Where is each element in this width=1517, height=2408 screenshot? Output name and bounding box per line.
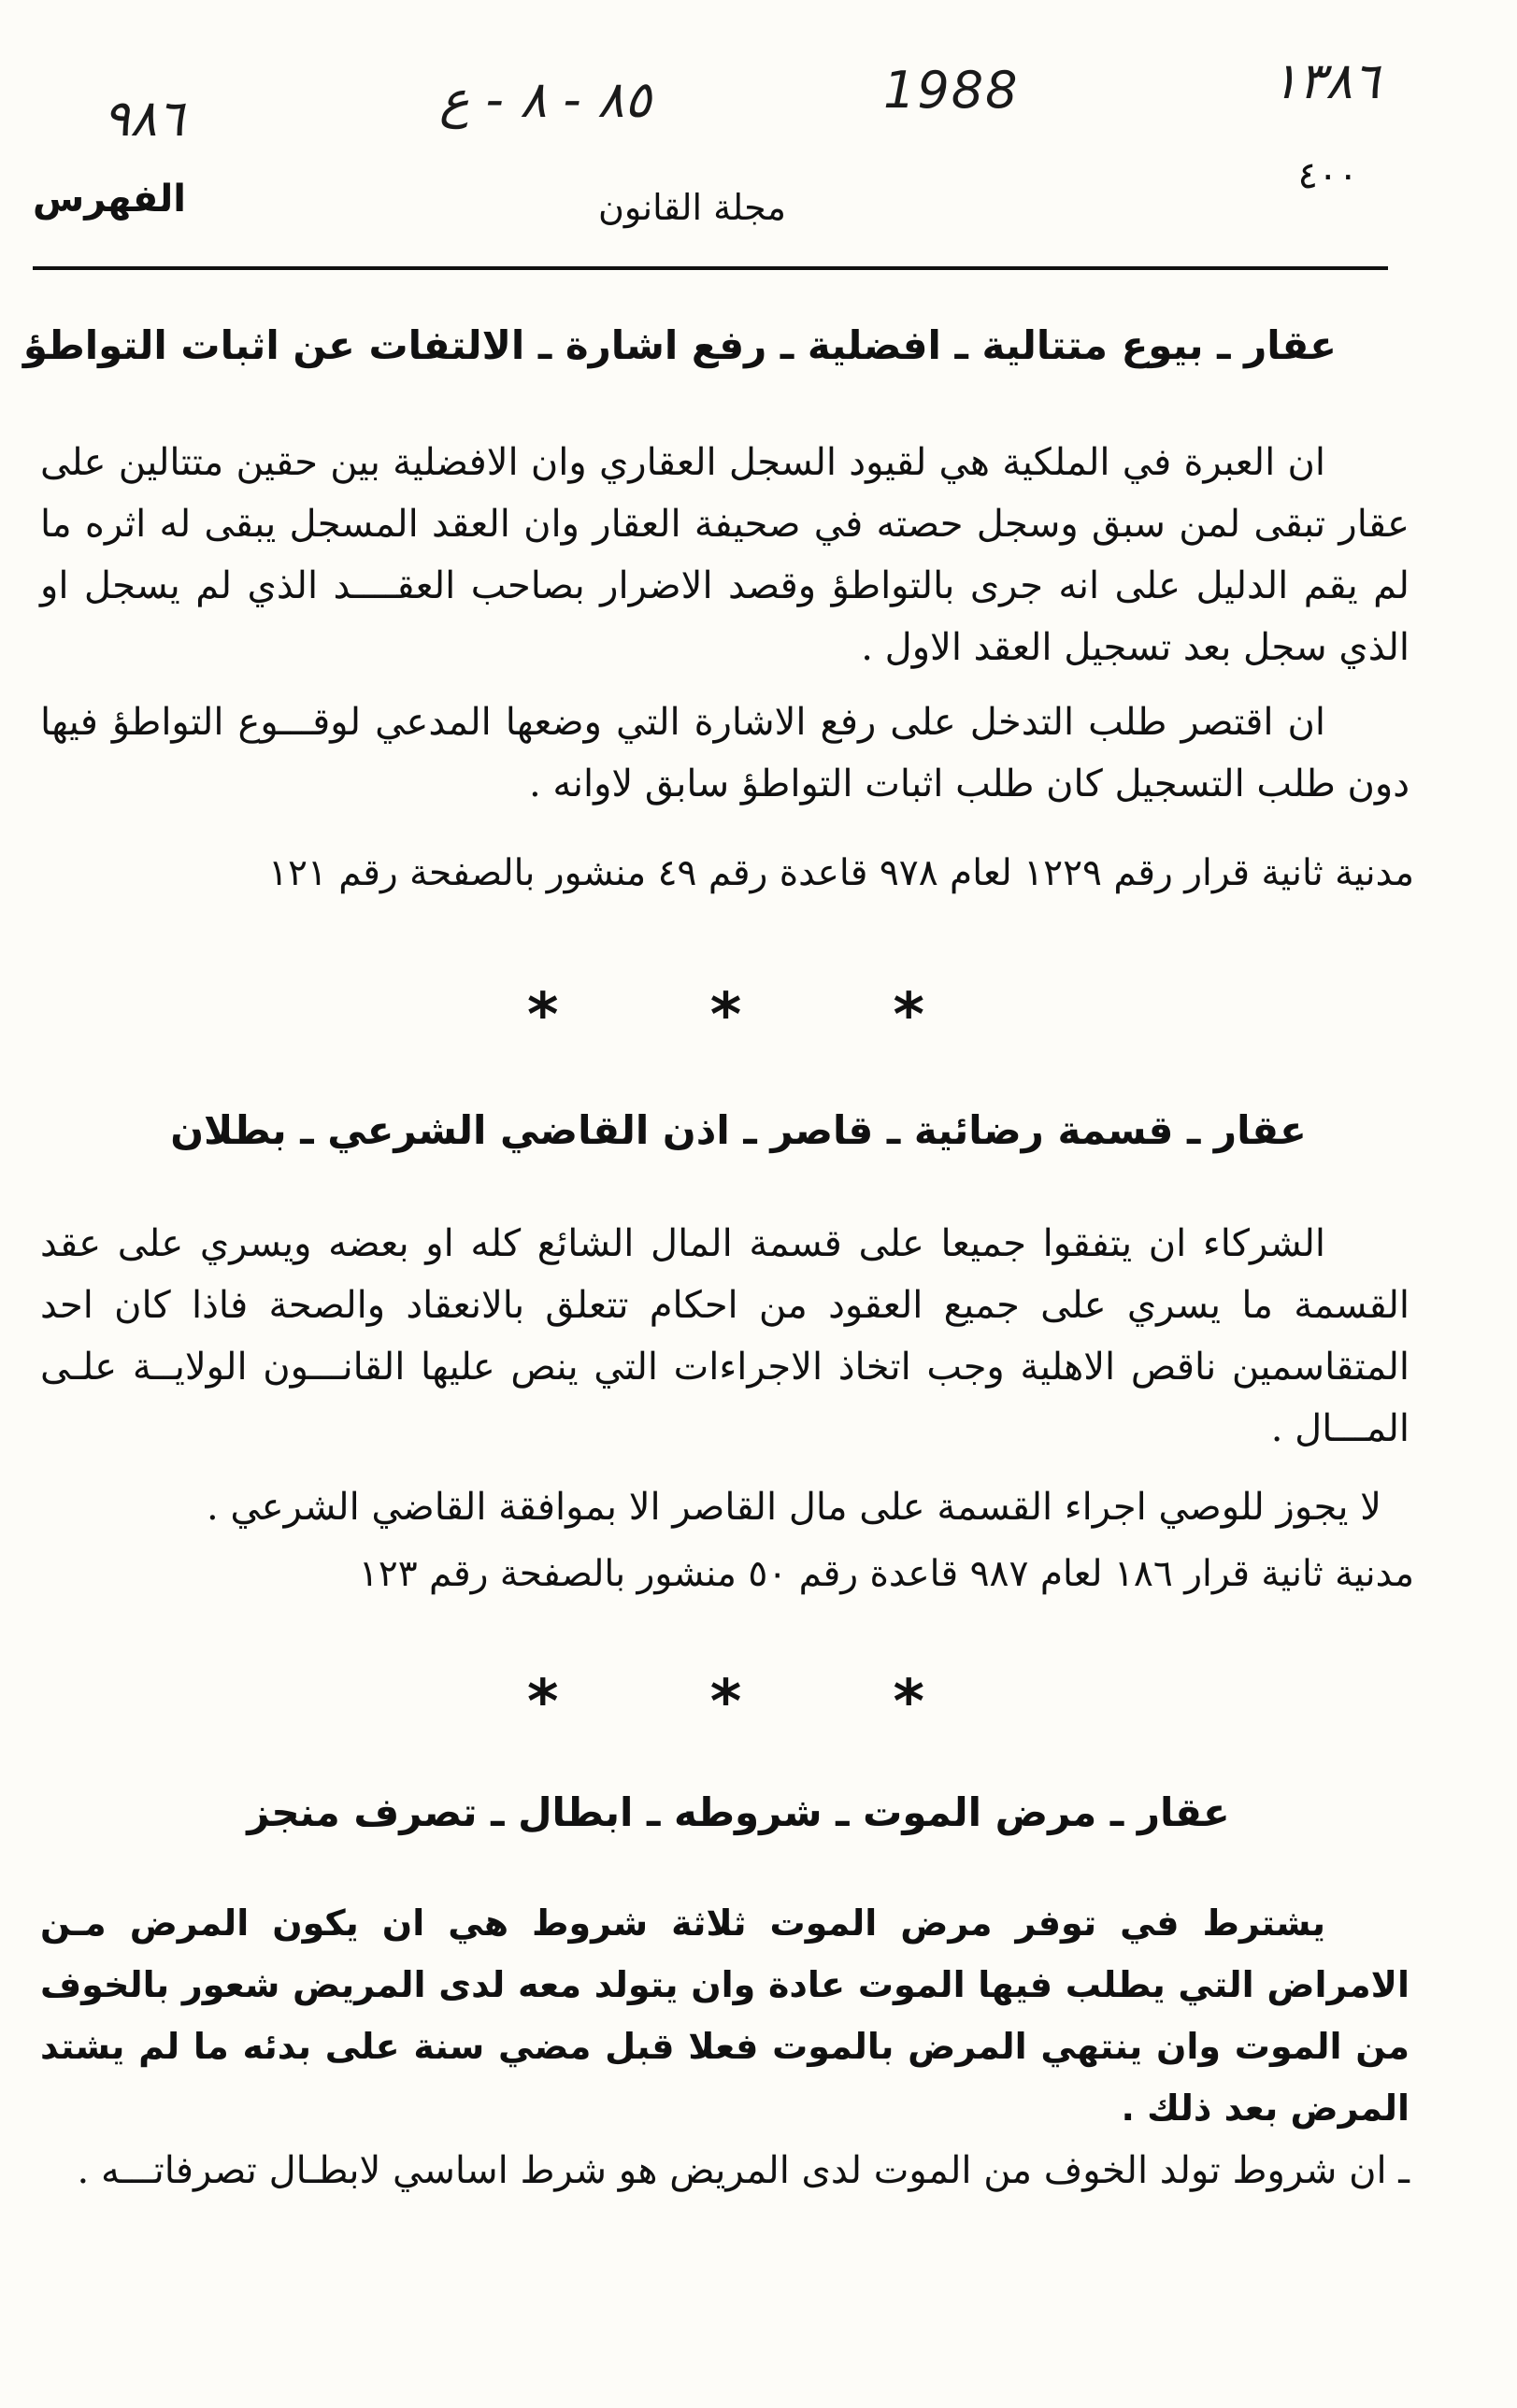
handwritten-year: 1988 bbox=[883, 61, 1020, 120]
handwritten-number-right: ١٣٨٦ bbox=[1271, 51, 1381, 110]
ruling-paragraph: لا يجوز للوصي اجراء القسمة على مال القاصر الا بموافقة القاضي الشرعي . bbox=[207, 1486, 1381, 1529]
ruling-paragraph: يشترط في توفر مرض الموت ثلاثة شروط هي ان يكون المرض مـن الامراض التي يطلب فيها الموت عادة وان يتولد معه لدى المريض شعور بالخوف من الموت وان ينتهي المرض بالموت فعلا قبل مضي سنة على بدئه ما لم يشتد المرض بعد ذلك . bbox=[40, 1902, 1410, 2129]
journal-title: مجلة القانون bbox=[598, 187, 786, 228]
case-citation: مدنية ثانية قرار ١٨٦ لعام ٩٨٧ قاعدة رقم ٥٠ منشور بالصفحة رقم ١٢٣ bbox=[358, 1553, 1414, 1595]
section-separator: * * * bbox=[527, 1668, 990, 1737]
ruling-paragraph: الشركاء ان يتفقوا جميعا على قسمة المال الشائع كله او بعضه ويسري على عقد القسمة ما يسري على جميع العقود من احكام تتعلق بالانعقاد والصحة فاذا كان احد المتقاسمين ناقص الاهلية وجب اتخاذ الاجراءات التي ينص عليها القانـــون الولايــة علـى المـــال . bbox=[40, 1222, 1410, 1450]
ruling-paragraph: ان العبرة في الملكية هي لقيود السجل العقاري وان الافضلية بين حقين متتالين على عقار تبقى لمن سبق وسجل حصته في صحيفة العقار وان العقد المسجل يبقى له اثره ما لم يقم الدليل على انه جرى بالتواطؤ وقصد الاضرار بصاحب العقــــد الذي لم يسجل او الذي سجل بعد تسجيل العقد الاول . bbox=[40, 441, 1410, 669]
handwritten-number-left: ٩٨٦ bbox=[103, 89, 185, 148]
section-heading: عقار ـ مرض الموت ـ شروطه ـ ابطال ـ تصرف منجز bbox=[247, 1789, 1230, 1835]
ruling-paragraph: ان اقتصر طلب التدخل على رفع الاشارة التي وضعها المدعي لوقـــوع التواطؤ فيها دون طلب التسجيل كان طلب اثبات التواطؤ سابق لاوانه . bbox=[40, 701, 1410, 805]
section-separator: * * * bbox=[527, 981, 990, 1050]
header-rule bbox=[33, 266, 1388, 270]
index-label: الفهرس bbox=[33, 178, 187, 221]
page-number: ٤٠٠ bbox=[1297, 154, 1358, 197]
section-heading: عقار ـ بيوع متتالية ـ افضلية ـ رفع اشارة ـ الالتفات عن اثبات التواطؤ bbox=[22, 322, 1337, 368]
section-heading: عقار ـ قسمة رضائية ـ قاصر ـ اذن القاضي الشرعي ـ بطلان bbox=[170, 1107, 1307, 1153]
ruling-paragraph: ـ ان شروط تولد الخوف من الموت لدى المريض هو شرط اساسي لابطـال تصرفاتـــه . bbox=[77, 2149, 1410, 2192]
handwritten-date: ٨٥ - ٨ - ع bbox=[439, 70, 651, 129]
case-citation: مدنية ثانية قرار رقم ١٢٢٩ لعام ٩٧٨ قاعدة رقم ٤٩ منشور بالصفحة رقم ١٢١ bbox=[268, 852, 1414, 894]
